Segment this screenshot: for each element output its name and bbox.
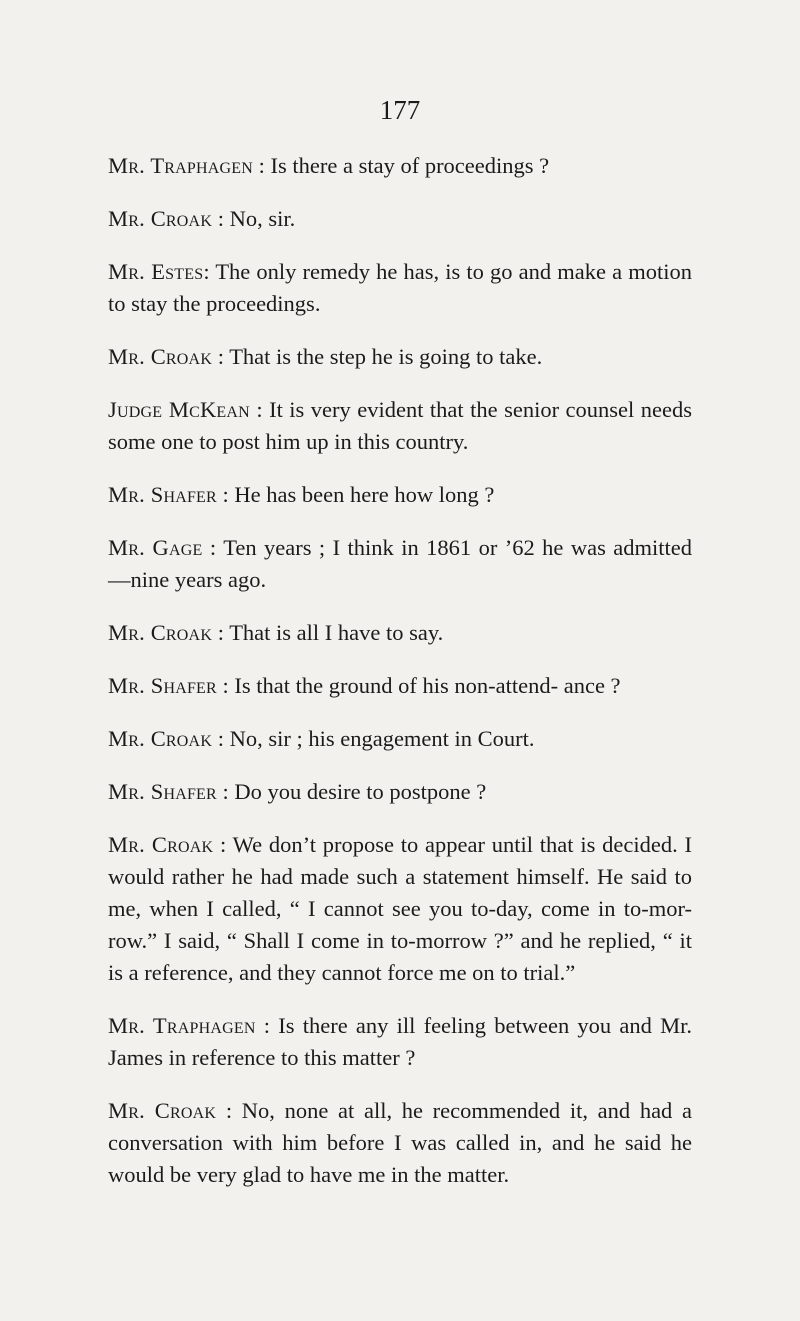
speaker-name: Mr. Shafer (108, 779, 217, 804)
speaker-separator: : (212, 726, 230, 751)
dialogue-text: He has been here how long ? (234, 482, 495, 507)
paragraph-5 (108, 394, 692, 458)
speaker-separator: : (216, 482, 235, 507)
speaker-separator: : (212, 620, 230, 645)
speaker-name: Mr. Shafer (108, 673, 217, 698)
paragraph-4 (108, 341, 692, 373)
speaker-name: Mr. Croak (108, 206, 213, 231)
paragraph-3 (108, 256, 692, 320)
paragraph-11 (108, 776, 692, 808)
speaker-separator: : (216, 779, 235, 804)
dialogue-text: No, sir. (229, 206, 296, 231)
paragraph-10 (108, 723, 692, 755)
paragraph-1 (108, 150, 692, 182)
speaker-name: Mr. Croak (108, 344, 213, 369)
speaker-separator: : (212, 206, 230, 231)
speaker-name: Mr. Croak (108, 726, 213, 751)
speaker-name: Mr. Traphagen (108, 1013, 256, 1038)
speaker-separator: : (203, 259, 216, 284)
dialogue-text: We don’t propose to appear until that is decided. I would rather he had made such a statement himself. He said to me, when I called, “ I cannot see you to-day, come in to-mor- row.” I said, “ Shall I come in to-morrow ?” and he replied, “ it is a reference, and they cannot force me on to trial.” (108, 832, 692, 985)
speaker-separator: : (212, 344, 230, 369)
dialogue-text: No, sir ; his engagement in Court. (229, 726, 535, 751)
paragraph-6 (108, 479, 692, 511)
speaker-name: Mr. Estes (108, 259, 204, 284)
dialogue-text: Ten years ; I think in 1861 or ’62 he was admitted —nine years ago. (108, 535, 692, 592)
dialogue-text: That is the step he is going to take. (229, 344, 543, 369)
dialogue-text: The only remedy he has, is to go and make a motion to stay the proceedings. (108, 259, 692, 316)
paragraph-12 (108, 829, 692, 989)
speaker-separator: : (216, 1098, 242, 1123)
dialogue-text: Do you desire to postpone ? (234, 779, 487, 804)
paragraph-8 (108, 617, 692, 649)
speaker-separator: : (202, 535, 224, 560)
speaker-name: Mr. Shafer (108, 482, 217, 507)
dialogue-text: No, none at all, he recommended it, and had a conversation with him before I was called in, and he said he would be very glad to have me in the matter. (108, 1098, 692, 1187)
speaker-name: Judge McKean (108, 397, 250, 422)
dialogue-text: That is all I have to say. (229, 620, 444, 645)
speaker-separator: : (252, 153, 271, 178)
speaker-separator: : (255, 1013, 279, 1038)
speaker-separator: : (249, 397, 270, 422)
speaker-name: Mr. Traphagen (108, 153, 253, 178)
paragraph-2 (108, 203, 692, 235)
dialogue-text: It is very evident that the senior counsel needs some one to post him up in this country. (108, 397, 692, 454)
paragraph-14 (108, 1095, 692, 1191)
speaker-separator: : (213, 832, 233, 857)
speaker-separator: : (216, 673, 235, 698)
speaker-name: Mr. Gage (108, 535, 203, 560)
dialogue-text: Is there any ill feeling between you and Mr. James in reference to this matter ? (108, 1013, 692, 1070)
speaker-name: Mr. Croak (108, 1098, 217, 1123)
paragraph-9 (108, 670, 692, 702)
speaker-name: Mr. Croak (108, 620, 213, 645)
paragraph-13 (108, 1010, 692, 1074)
transcript-body (108, 150, 692, 1191)
dialogue-text: Is there a stay of proceedings ? (270, 153, 550, 178)
page-number: 177 (379, 95, 421, 125)
dialogue-text: Is that the ground of his non-attend- ance ? (234, 673, 621, 698)
speaker-name: Mr. Croak (108, 832, 214, 857)
paragraph-7 (108, 532, 692, 596)
